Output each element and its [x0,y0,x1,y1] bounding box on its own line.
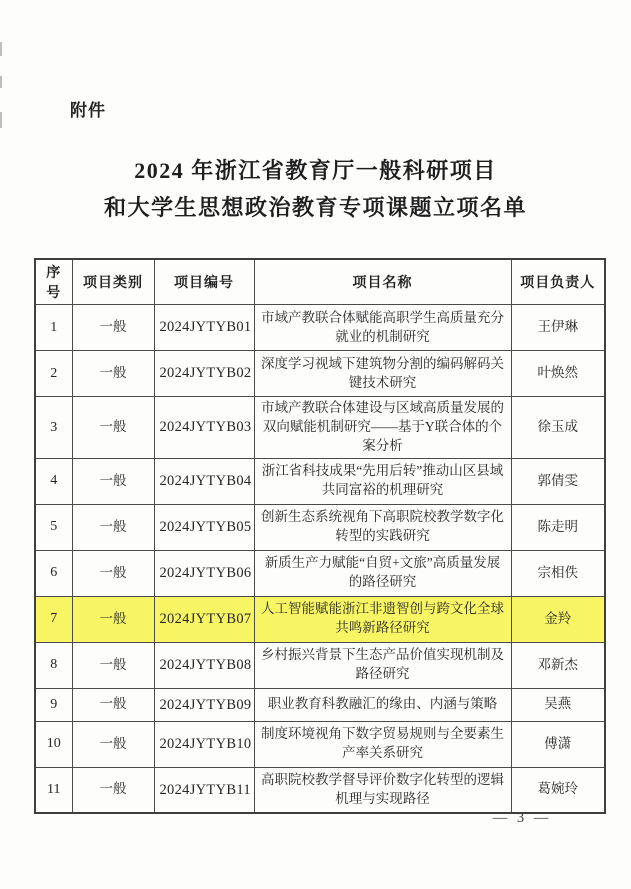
cell-no: 5 [35,504,72,550]
table-header-row [35,259,605,305]
header-no: 序号 [35,259,72,305]
cell-project-name: 深度学习视域下建筑物分割的编码解码关键技术研究 [254,351,511,397]
scan-artifact [0,42,2,56]
cell-code: 2024JYTYB01 [154,305,254,351]
scan-artifact [0,76,2,88]
cell-project-name: 高职院校教学督导评价数字化转型的逻辑机理与实现路径 [254,767,511,813]
cell-leader: 葛婉玲 [511,767,605,813]
scan-artifact [0,112,2,128]
cell-no: 6 [35,550,72,596]
cell-category: 一般 [72,397,154,459]
table-row [35,688,605,721]
cell-leader: 徐玉成 [511,397,605,459]
cell-category: 一般 [72,767,154,813]
header-name: 项目名称 [254,259,511,305]
table-row [35,397,605,459]
cell-leader: 傅潇 [511,721,605,767]
project-table [34,258,606,814]
table-row [35,458,605,504]
header-category: 项目类别 [72,259,154,305]
cell-code: 2024JYTYB07 [154,596,254,642]
cell-code: 2024JYTYB11 [154,767,254,813]
cell-code: 2024JYTYB10 [154,721,254,767]
cell-code: 2024JYTYB02 [154,351,254,397]
cell-no: 9 [35,688,72,721]
table-row [35,767,605,813]
cell-code: 2024JYTYB03 [154,397,254,459]
cell-code: 2024JYTYB04 [154,458,254,504]
cell-category: 一般 [72,721,154,767]
table-row [35,642,605,688]
cell-leader: 吴燕 [511,688,605,721]
cell-category: 一般 [72,351,154,397]
cell-leader: 陈走明 [511,504,605,550]
cell-no: 10 [35,721,72,767]
cell-category: 一般 [72,458,154,504]
cell-project-name: 新质生产力赋能“自贸+文旅”高质量发展的路径研究 [254,550,511,596]
cell-no: 8 [35,642,72,688]
cell-project-name: 职业教育科教融汇的缘由、内涵与策略 [254,688,511,721]
table-row [35,504,605,550]
cell-project-name: 市域产教联合体赋能高职学生高质量充分就业的机制研究 [254,305,511,351]
page-number: — 3 — [492,810,552,826]
cell-category: 一般 [72,305,154,351]
cell-project-name: 市域产教联合体建设与区域高质量发展的双向赋能机制研究——基于Y联合体的个案分析 [254,397,511,459]
cell-project-name: 人工智能赋能浙江非遗智创与跨文化全球共鸣新路径研究 [254,596,511,642]
cell-leader: 宗相佚 [511,550,605,596]
cell-project-name: 浙江省科技成果“先用后转”推动山区县域共同富裕的机理研究 [254,458,511,504]
cell-no: 3 [35,397,72,459]
header-code: 项目编号 [154,259,254,305]
cell-leader: 郭倩雯 [511,458,605,504]
table-row [35,305,605,351]
cell-no: 7 [35,596,72,642]
cell-leader: 邓新杰 [511,642,605,688]
cell-code: 2024JYTYB09 [154,688,254,721]
cell-leader: 王伊琳 [511,305,605,351]
cell-leader: 金羚 [511,596,605,642]
cell-no: 11 [35,767,72,813]
cell-category: 一般 [72,596,154,642]
table-row [35,351,605,397]
cell-code: 2024JYTYB06 [154,550,254,596]
cell-code: 2024JYTYB05 [154,504,254,550]
cell-project-name: 创新生态系统视角下高职院校教学数字化转型的实践研究 [254,504,511,550]
cell-project-name: 制度环境视角下数字贸易规则与全要素生产率关系研究 [254,721,511,767]
cell-category: 一般 [72,688,154,721]
cell-no: 1 [35,305,72,351]
cell-category: 一般 [72,504,154,550]
document-title [0,152,631,226]
cell-leader: 叶焕然 [511,351,605,397]
attachment-label: 附件 [70,101,106,120]
document-title-line1: 2024 年浙江省教育厅一般科研项目 [134,158,497,183]
cell-category: 一般 [72,642,154,688]
table-row [35,550,605,596]
cell-category: 一般 [72,550,154,596]
document-title-line2: 和大学生思想政治教育专项课题立项名单 [103,195,527,220]
cell-project-name: 乡村振兴背景下生态产品价值实现机制及路径研究 [254,642,511,688]
cell-code: 2024JYTYB08 [154,642,254,688]
table-row-highlighted [35,596,605,642]
table-row [35,721,605,767]
cell-no: 4 [35,458,72,504]
header-leader: 项目负责人 [511,259,605,305]
cell-no: 2 [35,351,72,397]
